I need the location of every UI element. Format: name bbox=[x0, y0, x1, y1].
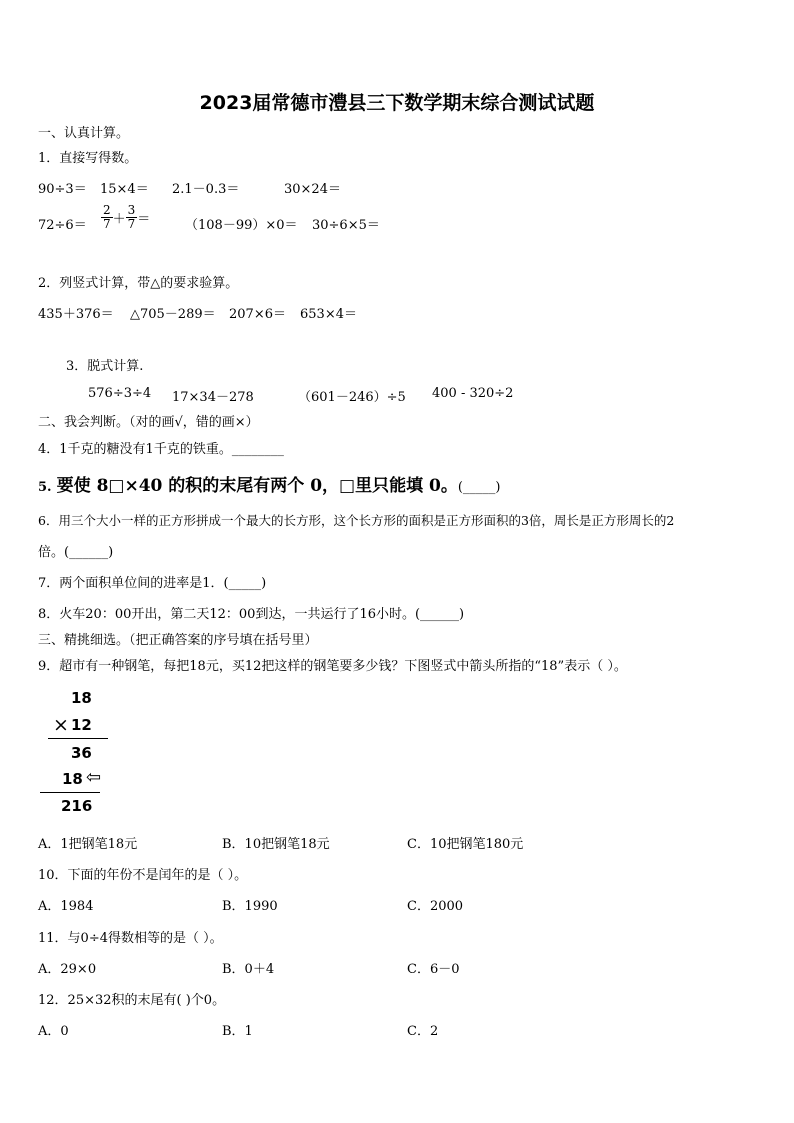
q12-option-b[interactable]: B．1 bbox=[222, 1024, 253, 1039]
q11-option-a[interactable]: A．29×0 bbox=[38, 962, 97, 977]
q12-option-a[interactable]: A．0 bbox=[38, 1024, 69, 1039]
calc-rule bbox=[48, 738, 108, 739]
q2-item: 653×4＝ bbox=[300, 307, 357, 322]
q8: 8．火车20：00开出，第二天12：00到达，一共运行了16小时。(______) bbox=[38, 607, 465, 622]
q3-item: 17×34－278 bbox=[172, 390, 254, 405]
q1-label: 1．直接写得数。 bbox=[38, 151, 138, 166]
q11-option-c[interactable]: C．6－0 bbox=[407, 962, 460, 977]
q2-item: 435＋376＝ bbox=[38, 307, 114, 322]
section-3-heading: 三、精挑细选。（把正确答案的序号填在括号里） bbox=[38, 633, 318, 648]
q1-fraction-expression: $\frac{2}{7}$ ＋ $\frac{3}{7}$ ＝ bbox=[103, 203, 151, 231]
q1-item: 90÷3＝ bbox=[38, 182, 87, 197]
q9-option-a[interactable]: A．1把钢笔18元 bbox=[38, 837, 138, 852]
q1-item: 30÷6×5＝ bbox=[312, 218, 380, 233]
q6-line-2: 倍。(______) bbox=[38, 545, 114, 560]
fraction: $\frac{2}{7}$ bbox=[103, 203, 111, 231]
q10-text: 10．下面的年份不是闰年的是（ ）。 bbox=[38, 868, 248, 883]
section-1-heading: 一、认真计算。 bbox=[38, 126, 130, 141]
q10-option-c[interactable]: C．2000 bbox=[407, 899, 464, 914]
q12-text: 12．25×32积的末尾有( )个0。 bbox=[38, 993, 226, 1008]
q1-item: 30×24＝ bbox=[284, 182, 341, 197]
fraction: $\frac{3}{7}$ bbox=[127, 203, 136, 231]
q3-item: 400 - 320÷2 bbox=[432, 386, 514, 401]
q1-item: 72÷6＝ bbox=[38, 218, 87, 233]
q3-item: （601－246）÷5 bbox=[298, 390, 406, 405]
q10-option-a[interactable]: A．1984 bbox=[38, 899, 94, 914]
q2-item: 207×6＝ bbox=[229, 307, 286, 322]
multiply-sign: × bbox=[53, 714, 69, 736]
calc-partial-product: 36 bbox=[71, 744, 92, 762]
q1-item: 15×4＝ bbox=[100, 182, 149, 197]
calc-partial-product: 18 bbox=[62, 770, 83, 788]
q3-label: 3．脱式计算. bbox=[66, 359, 144, 374]
q12-option-c[interactable]: C．2 bbox=[407, 1024, 439, 1039]
calc-result: 216 bbox=[61, 797, 93, 815]
q9-option-c[interactable]: C．10把钢笔180元 bbox=[407, 837, 524, 852]
q9-text: 9．超市有一种钢笔，每把18元，买12把这样的钢笔要多少钱？下图竖式中箭头所指的“18”表示（ ）。 bbox=[38, 659, 627, 674]
q11-option-b[interactable]: B．0＋4 bbox=[222, 962, 275, 977]
calc-number: 18 bbox=[71, 689, 92, 707]
calc-number: 12 bbox=[71, 716, 92, 734]
q4: 4．1千克的糖没有1千克的铁重。________ bbox=[38, 442, 284, 457]
q7: 7．两个面积单位间的进率是1．(_____) bbox=[38, 576, 267, 591]
q5: 5. 要使 8□×40 的积的末尾有两个 0，□里只能填 0。(_____) bbox=[38, 476, 501, 496]
q11-text: 11．与0÷4得数相等的是（ ）。 bbox=[38, 931, 223, 946]
q10-option-b[interactable]: B．1990 bbox=[222, 899, 278, 914]
q6-line-1: 6．用三个大小一样的正方形拼成一个最大的长方形，这个长方形的面积是正方形面积的3倍，周长是正方形周长的2 bbox=[38, 513, 675, 528]
calc-rule bbox=[40, 792, 100, 793]
arrow-left-icon: ⇦ bbox=[86, 767, 102, 788]
q1-item: 2.1－0.3＝ bbox=[172, 182, 240, 197]
page-title: 2023届常德市澧县三下数学期末综合测试试题 bbox=[199, 92, 595, 114]
q9-option-b[interactable]: B．10把钢笔18元 bbox=[222, 837, 330, 852]
q2-item: △705－289＝ bbox=[130, 307, 216, 322]
q3-item: 576÷3÷4 bbox=[88, 386, 152, 401]
q2-label: 2．列竖式计算，带△的要求验算。 bbox=[38, 276, 239, 291]
q1-item: （108－99）×0＝ bbox=[185, 218, 298, 233]
section-2-heading: 二、我会判断。（对的画√，错的画×） bbox=[38, 415, 259, 430]
